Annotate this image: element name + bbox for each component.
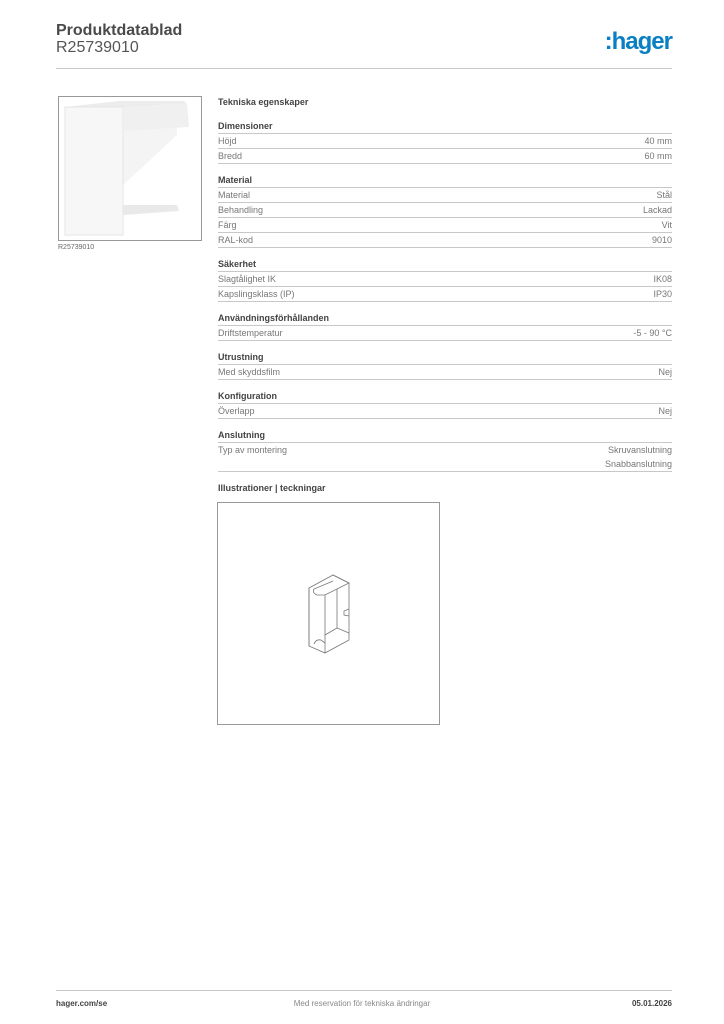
spec-label: Överlapp [218, 406, 255, 416]
spec-value: Nej [658, 367, 672, 377]
spec-value: 40 mm [644, 136, 672, 146]
spec-section-heading: Material [218, 172, 672, 188]
product-image-caption: R25739010 [58, 244, 95, 251]
spec-label: Höjd [218, 136, 237, 146]
spec-label: Material [218, 190, 251, 200]
spec-section [218, 118, 672, 164]
spec-row [218, 203, 672, 218]
header-divider [56, 68, 672, 69]
spec-section [218, 172, 672, 248]
spec-value: -5 - 90 °C [633, 328, 672, 338]
spec-row [218, 404, 672, 419]
spec-row [218, 443, 672, 472]
spec-row [218, 287, 672, 302]
spec-row [218, 149, 672, 164]
spec-section-heading: Utrustning [218, 349, 672, 365]
spec-value: 60 mm [644, 151, 672, 161]
spec-row [218, 365, 672, 380]
spec-row [218, 233, 672, 248]
spec-row [218, 134, 672, 149]
spec-value: IP30 [653, 289, 672, 299]
spec-value: 9010 [651, 235, 672, 245]
spec-label: Slagtålighet IK [218, 274, 277, 284]
spec-label: Kapslingsklass (IP) [218, 289, 295, 299]
page-title: Produktdatablad [56, 22, 183, 39]
spec-label: Färg [218, 220, 237, 230]
spec-value: Stål [656, 190, 672, 200]
spec-label: Typ av montering [218, 445, 288, 455]
technical-specs [218, 96, 672, 480]
spec-value: Vit [661, 220, 672, 230]
spec-row [218, 272, 672, 287]
spec-label: Med skyddsfilm [218, 367, 281, 377]
product-image [58, 96, 202, 241]
spec-section-heading: Anslutning [218, 427, 672, 443]
spec-section [218, 427, 672, 472]
spec-label: Behandling [218, 205, 264, 215]
spec-value: IK08 [653, 274, 672, 284]
spec-row [218, 326, 672, 341]
footer-website[interactable]: hager.com/se [56, 999, 108, 1008]
spec-label: Driftstemperatur [218, 328, 283, 338]
spec-section [218, 388, 672, 419]
hager-logo: :hager [604, 28, 672, 55]
specs-title: Tekniska egenskaper [218, 97, 309, 107]
spec-section [218, 256, 672, 302]
illustrations-title: Illustrationer | teckningar [218, 483, 326, 493]
spec-value: Lackad [642, 205, 672, 215]
spec-row [218, 188, 672, 203]
footer-date: 05.01.2026 [631, 999, 672, 1008]
spec-section-heading: Säkerhet [218, 256, 672, 272]
spec-section-heading: Användningsförhållanden [218, 310, 672, 326]
spec-value: Skruvanslutning Snabbanslutning [604, 445, 672, 469]
product-code: R25739010 [56, 39, 139, 56]
spec-row [218, 218, 672, 233]
spec-section [218, 349, 672, 380]
spec-section-heading: Konfiguration [218, 388, 672, 404]
footer-note: Med reservation för tekniska ändringar [293, 999, 431, 1008]
spec-value: Nej [658, 406, 672, 416]
spec-label: RAL-kod [218, 235, 254, 245]
footer-divider [56, 990, 672, 991]
technical-drawing [217, 502, 440, 725]
spec-label: Bredd [218, 151, 243, 161]
spec-section [218, 310, 672, 341]
spec-section-heading: Dimensioner [218, 118, 672, 134]
